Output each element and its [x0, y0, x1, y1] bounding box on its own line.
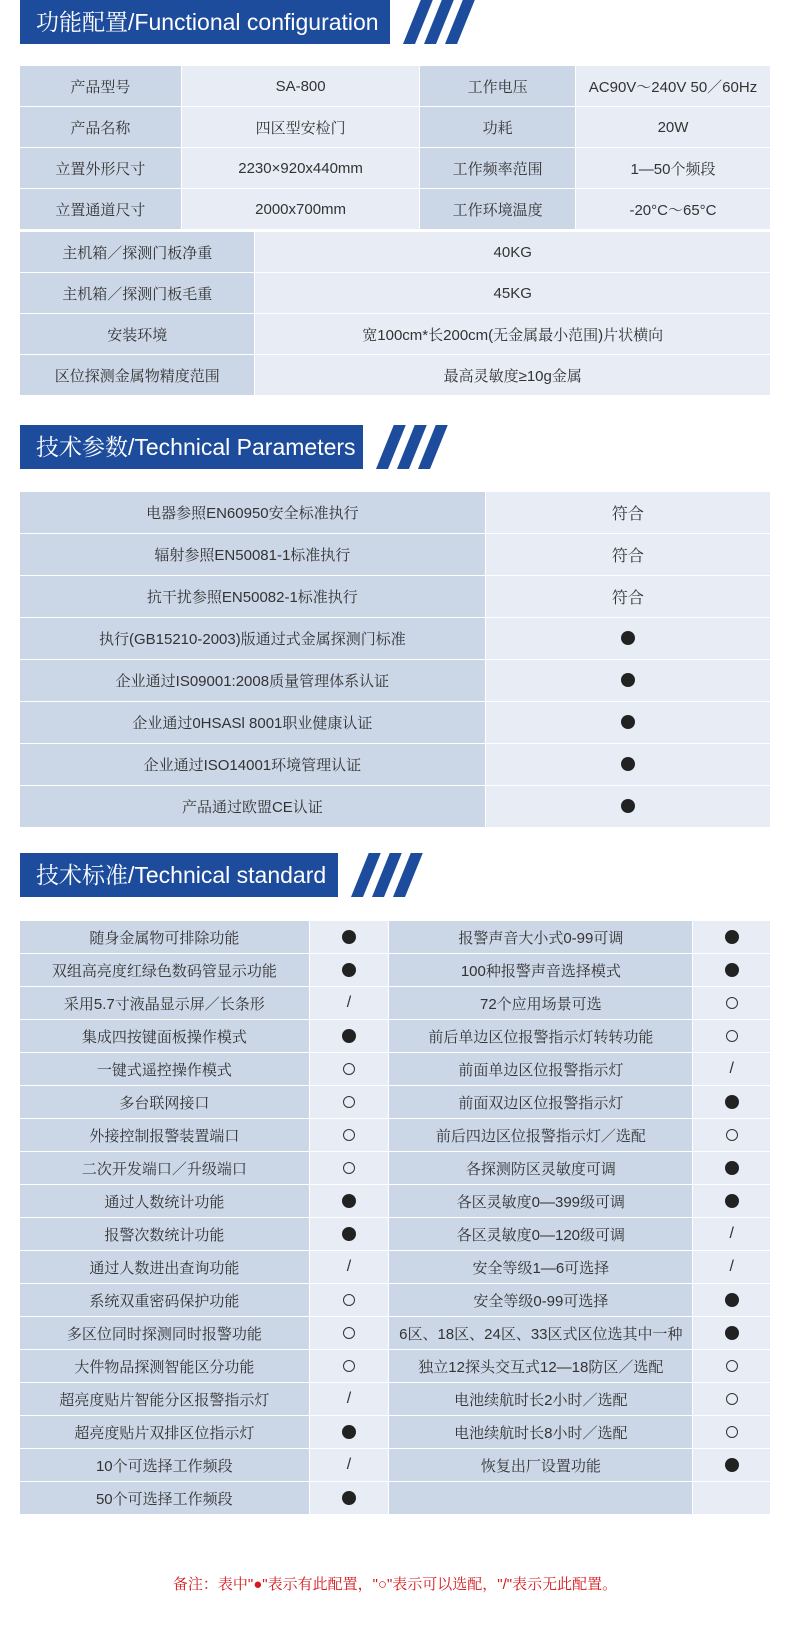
hollow-circle-icon: [343, 1063, 355, 1075]
parameter-label: 抗干扰参照EN50082-1标准执行: [20, 576, 486, 618]
spec-label: 主机箱／探测门板净重: [20, 232, 255, 273]
table-row: [20, 314, 771, 355]
filled-dot-icon: [621, 673, 635, 687]
feature-label: 恢复出厂设置功能: [389, 1449, 693, 1482]
spec-value: -20°C～65°C: [575, 189, 770, 230]
table-row: [20, 1119, 771, 1152]
spec-value: 45KG: [255, 273, 771, 314]
feature-label: 前后四边区位报警指示灯／选配: [389, 1119, 693, 1152]
table-row: [20, 534, 771, 576]
feature-label: 前面单边区位报警指示灯: [389, 1053, 693, 1086]
filled-dot-icon: [725, 1293, 739, 1307]
feature-label: 前后单边区位报警指示灯转转功能: [389, 1020, 693, 1053]
feature-label: 系统双重密码保护功能: [20, 1284, 310, 1317]
availability-mark: /: [693, 1218, 771, 1251]
feature-label: [389, 1482, 693, 1515]
availability-mark: [693, 1152, 771, 1185]
availability-mark: [693, 921, 771, 954]
table-row: [20, 189, 771, 230]
table-row: [20, 232, 771, 273]
feature-label: 通过人数进出查询功能: [20, 1251, 310, 1284]
hollow-circle-icon: [726, 1030, 738, 1042]
filled-dot-icon: [342, 963, 356, 977]
parameter-label: 辐射参照EN50081-1标准执行: [20, 534, 486, 576]
table-row: [20, 702, 771, 744]
spec-value: 宽100cm*长200cm(无金属最小范围)片状横向: [255, 314, 771, 355]
availability-mark: [485, 618, 770, 660]
availability-mark: [485, 786, 770, 828]
parameter-label: 企业通过ISO14001环境管理认证: [20, 744, 486, 786]
feature-label: 6区、18区、24区、33区式区位选其中一种: [389, 1317, 693, 1350]
table-row: [20, 1053, 771, 1086]
feature-label: 大件物品探测智能区分功能: [20, 1350, 310, 1383]
filled-dot-icon: [725, 930, 739, 944]
availability-mark: [309, 1350, 389, 1383]
availability-mark: [309, 1119, 389, 1152]
availability-mark: [693, 1482, 771, 1515]
feature-label: 各区灵敏度0—120级可调: [389, 1218, 693, 1251]
feature-label: 集成四按键面板操作模式: [20, 1020, 310, 1053]
feature-label: 超亮度贴片智能分区报警指示灯: [20, 1383, 310, 1416]
availability-mark: 符合: [485, 492, 770, 534]
availability-mark: /: [309, 1251, 389, 1284]
hollow-circle-icon: [726, 1129, 738, 1141]
feature-label: 安全等级0-99可选择: [389, 1284, 693, 1317]
availability-mark: [309, 1218, 389, 1251]
availability-mark: [693, 1383, 771, 1416]
table-row: [20, 1218, 771, 1251]
hollow-circle-icon: [343, 1129, 355, 1141]
spec-value: SA-800: [181, 66, 420, 107]
table-row: [20, 107, 771, 148]
table-row: [20, 148, 771, 189]
table-row: [20, 66, 771, 107]
feature-label: 二次开发端口／升级端口: [20, 1152, 310, 1185]
spec-label: 功耗: [420, 107, 576, 148]
availability-mark: [693, 1119, 771, 1152]
hollow-circle-icon: [343, 1327, 355, 1339]
spec-value: AC90V～240V 50／60Hz: [575, 66, 770, 107]
parameter-label: 企业通过0HSASl 8001职业健康认证: [20, 702, 486, 744]
table-row: [20, 1449, 771, 1482]
availability-mark: [309, 1086, 389, 1119]
hollow-circle-icon: [343, 1162, 355, 1174]
spec-value: 2230×920x440mm: [181, 148, 420, 189]
availability-mark: [309, 1053, 389, 1086]
filled-dot-icon: [342, 1029, 356, 1043]
table-row: [20, 273, 771, 314]
spec-label: 产品型号: [20, 66, 182, 107]
filled-dot-icon: [342, 1491, 356, 1505]
parameter-label: 执行(GB15210-2003)版通过式金属探测门标准: [20, 618, 486, 660]
table-row: [20, 1020, 771, 1053]
feature-label: 各探测防区灵敏度可调: [389, 1152, 693, 1185]
spec-label: 工作频率范围: [420, 148, 576, 189]
table-row: [20, 1482, 771, 1515]
table-row: [20, 1152, 771, 1185]
feature-label: 多台联网接口: [20, 1086, 310, 1119]
availability-mark: [693, 1020, 771, 1053]
availability-mark: [693, 954, 771, 987]
filled-dot-icon: [621, 799, 635, 813]
functional-config-table: [19, 65, 771, 230]
feature-label: 多区位同时探测同时报警功能: [20, 1317, 310, 1350]
table-row: [20, 954, 771, 987]
feature-label: 前面双边区位报警指示灯: [389, 1086, 693, 1119]
feature-label: 采用5.7寸液晶显示屏／长条形: [20, 987, 310, 1020]
filled-dot-icon: [725, 1095, 739, 1109]
table-row: [20, 1416, 771, 1449]
hollow-circle-icon: [726, 1426, 738, 1438]
spec-label: 安装环境: [20, 314, 255, 355]
availability-mark: /: [309, 1383, 389, 1416]
filled-dot-icon: [725, 1194, 739, 1208]
feature-label: 双组高亮度红绿色数码管显示功能: [20, 954, 310, 987]
hollow-circle-icon: [343, 1096, 355, 1108]
table-row: [20, 987, 771, 1020]
feature-label: 电池续航时长2小时／选配: [389, 1383, 693, 1416]
feature-label: 电池续航时长8小时／选配: [389, 1416, 693, 1449]
hollow-circle-icon: [726, 997, 738, 1009]
feature-label: 一键式遥控操作模式: [20, 1053, 310, 1086]
spec-label: 立置外形尺寸: [20, 148, 182, 189]
feature-label: 报警次数统计功能: [20, 1218, 310, 1251]
functional-config-table-wide: [19, 231, 771, 396]
feature-label: 随身金属物可排除功能: [20, 921, 310, 954]
table-row: [20, 1251, 771, 1284]
table-row: [20, 1284, 771, 1317]
filled-dot-icon: [342, 1425, 356, 1439]
spec-value: 20W: [575, 107, 770, 148]
feature-label: 外接控制报警装置端口: [20, 1119, 310, 1152]
availability-mark: [693, 1449, 771, 1482]
availability-mark: [309, 1317, 389, 1350]
availability-mark: [309, 1416, 389, 1449]
spec-label: 立置通道尺寸: [20, 189, 182, 230]
availability-mark: /: [309, 1449, 389, 1482]
feature-label: 报警声音大小式0-99可调: [389, 921, 693, 954]
table-row: [20, 660, 771, 702]
parameter-label: 电器参照EN60950安全标准执行: [20, 492, 486, 534]
availability-mark: [309, 1152, 389, 1185]
hollow-circle-icon: [726, 1393, 738, 1405]
technical-parameters-table: [19, 491, 771, 828]
filled-dot-icon: [725, 1161, 739, 1175]
feature-label: 通过人数统计功能: [20, 1185, 310, 1218]
table-row: [20, 744, 771, 786]
table-row: [20, 1317, 771, 1350]
technical-standard-table: [19, 920, 771, 1515]
filled-dot-icon: [725, 1458, 739, 1472]
availability-mark: [485, 702, 770, 744]
spec-label: 工作环境温度: [420, 189, 576, 230]
availability-mark: [693, 1284, 771, 1317]
table-row: [20, 618, 771, 660]
availability-mark: /: [693, 1251, 771, 1284]
spec-value: 1—50个频段: [575, 148, 770, 189]
filled-dot-icon: [621, 715, 635, 729]
feature-label: 安全等级1—6可选择: [389, 1251, 693, 1284]
spec-value: 40KG: [255, 232, 771, 273]
hollow-circle-icon: [343, 1294, 355, 1306]
availability-mark: [693, 1350, 771, 1383]
availability-mark: [485, 660, 770, 702]
availability-mark: [693, 1185, 771, 1218]
availability-mark: [693, 1317, 771, 1350]
section-title-functional: 功能配置/Functional configuration: [20, 0, 390, 44]
feature-label: 100种报警声音选择模式: [389, 954, 693, 987]
availability-mark: [309, 1020, 389, 1053]
table-row: [20, 1383, 771, 1416]
feature-label: 72个应用场景可选: [389, 987, 693, 1020]
spec-value: 四区型安检门: [181, 107, 420, 148]
parameter-label: 产品通过欧盟CE认证: [20, 786, 486, 828]
spec-value: 2000x700mm: [181, 189, 420, 230]
parameter-label: 企业通过IS09001:2008质量管理体系认证: [20, 660, 486, 702]
spec-label: 工作电压: [420, 66, 576, 107]
filled-dot-icon: [342, 930, 356, 944]
feature-label: 各区灵敏度0—399级可调: [389, 1185, 693, 1218]
table-row: [20, 576, 771, 618]
section-title-technical-parameters: 技术参数/Technical Parameters: [20, 425, 363, 469]
availability-mark: [693, 1416, 771, 1449]
table-row: [20, 921, 771, 954]
availability-mark: [309, 954, 389, 987]
table-row: [20, 355, 771, 396]
availability-mark: /: [693, 1053, 771, 1086]
legend-note: 备注：表中"●"表示有此配置，"○"表示可以选配，"/"表示无此配置。: [172, 1576, 618, 1593]
spec-value: 最高灵敏度≥10g金属: [255, 355, 771, 396]
feature-label: 10个可选择工作频段: [20, 1449, 310, 1482]
feature-label: 超亮度贴片双排区位指示灯: [20, 1416, 310, 1449]
filled-dot-icon: [725, 963, 739, 977]
availability-mark: [485, 744, 770, 786]
feature-label: 独立12探头交互式12—18防区／选配: [389, 1350, 693, 1383]
filled-dot-icon: [342, 1227, 356, 1241]
feature-label: 50个可选择工作频段: [20, 1482, 310, 1515]
table-row: [20, 492, 771, 534]
table-row: [20, 1350, 771, 1383]
table-row: [20, 1185, 771, 1218]
table-row: [20, 786, 771, 828]
availability-mark: [309, 1482, 389, 1515]
spec-label: 区位探测金属物精度范围: [20, 355, 255, 396]
hollow-circle-icon: [343, 1360, 355, 1372]
availability-mark: [693, 1086, 771, 1119]
filled-dot-icon: [621, 757, 635, 771]
filled-dot-icon: [725, 1326, 739, 1340]
availability-mark: 符合: [485, 576, 770, 618]
section-title-technical-standard: 技术标准/Technical standard: [20, 853, 338, 897]
availability-mark: /: [309, 987, 389, 1020]
availability-mark: [309, 921, 389, 954]
availability-mark: [309, 1185, 389, 1218]
filled-dot-icon: [342, 1194, 356, 1208]
spec-label: 主机箱／探测门板毛重: [20, 273, 255, 314]
spec-label: 产品名称: [20, 107, 182, 148]
availability-mark: [309, 1284, 389, 1317]
filled-dot-icon: [621, 631, 635, 645]
availability-mark: 符合: [485, 534, 770, 576]
hollow-circle-icon: [726, 1360, 738, 1372]
availability-mark: [693, 987, 771, 1020]
table-row: [20, 1086, 771, 1119]
